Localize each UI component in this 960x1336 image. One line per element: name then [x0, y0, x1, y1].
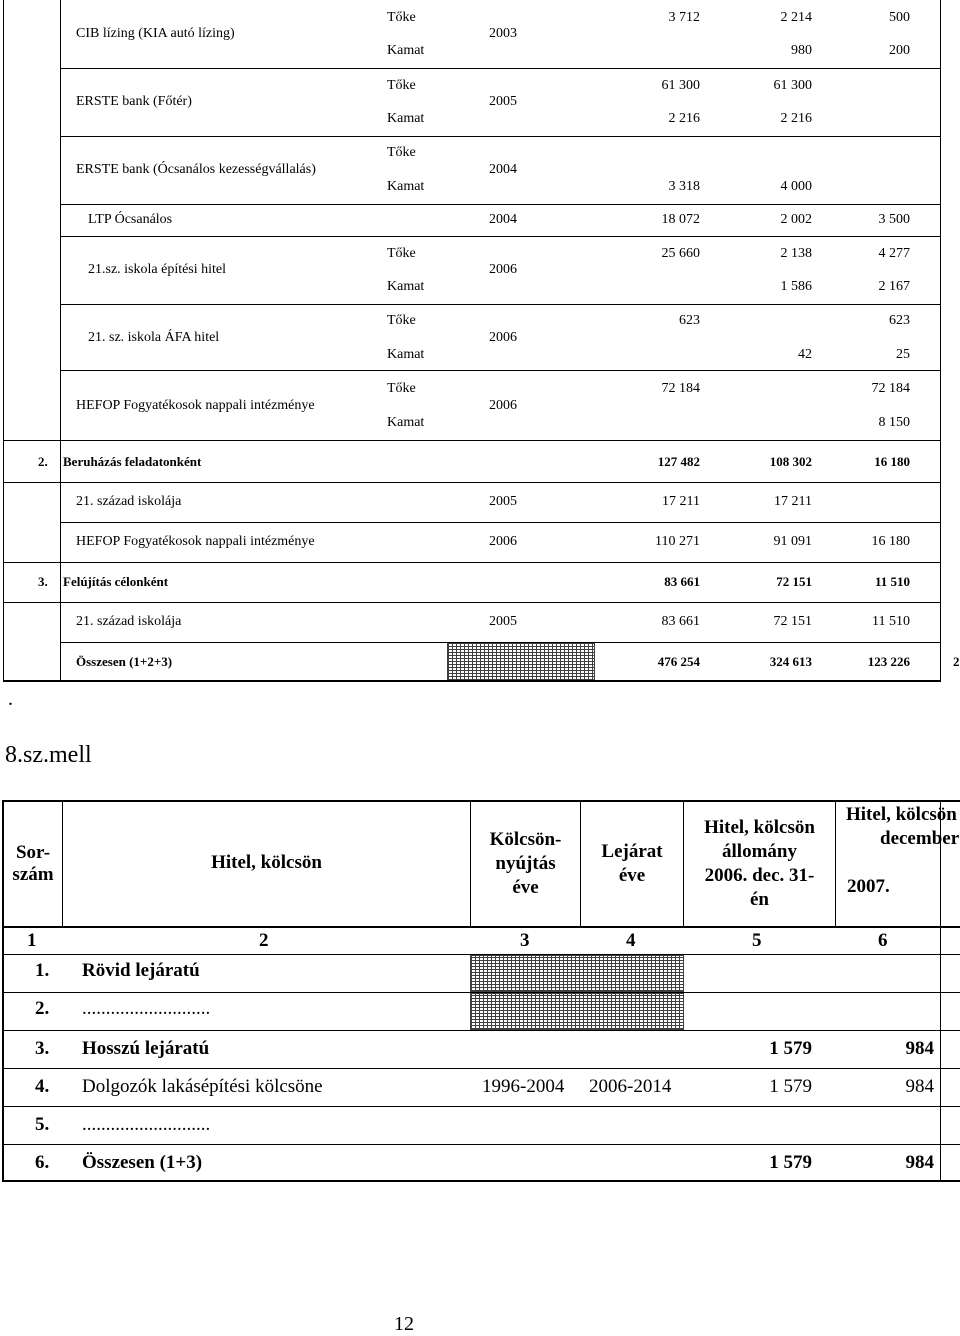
value: 83 661	[664, 574, 700, 589]
section-title: Beruházás feladatonként	[63, 454, 202, 469]
value: 3 500	[878, 212, 910, 227]
row-number: 6.	[35, 1152, 50, 1173]
value: 2 216	[668, 111, 700, 126]
loan-year: 2004	[489, 162, 517, 177]
value: 200	[889, 43, 910, 58]
value: 500	[889, 10, 910, 25]
hatched-cell	[447, 642, 595, 681]
loan-name: HEFOP Fogyatékosok nappali intézménye	[76, 398, 315, 413]
value: 2 216	[780, 111, 812, 126]
value: 623	[889, 313, 910, 328]
value: 3 318	[668, 179, 700, 194]
header-allomany-2007: Hitel, kölcsön	[846, 804, 957, 825]
value: 17 211	[662, 494, 700, 509]
header-lejarat: Lejárat éve	[601, 841, 663, 886]
column-number: 5	[752, 930, 762, 951]
type-label: Tőke	[387, 145, 416, 160]
value: 4 277	[878, 246, 910, 261]
value: 72 151	[773, 614, 812, 629]
value: 72 184	[661, 381, 700, 396]
value: 72 184	[871, 381, 910, 396]
value: 11 510	[874, 574, 910, 589]
loan-year: 2003	[489, 26, 517, 41]
value: 476 254	[657, 654, 700, 669]
loan-name: LTP Ócsanálos	[88, 212, 173, 227]
value: 18 072	[661, 212, 700, 227]
project-year: 2006	[489, 534, 517, 549]
column-number: 6	[878, 930, 888, 951]
section-number: 2.	[38, 454, 48, 469]
loan-year: 2006	[489, 398, 517, 413]
row-label: Összesen (1+3)	[82, 1152, 203, 1173]
row-value-2006: 1 579	[769, 1038, 812, 1059]
type-label: Kamat	[387, 111, 425, 126]
table-border	[3, 0, 4, 680]
hatched-cell	[470, 955, 684, 992]
value: 61 300	[661, 78, 700, 93]
value: 127 482	[657, 454, 700, 469]
header-december: december	[880, 828, 960, 849]
loan-name: CIB lízing (KIA autó lízing)	[76, 26, 235, 41]
value: 2	[953, 654, 960, 669]
value: 2 167	[878, 279, 910, 294]
row-label: Hosszú lejáratú	[82, 1038, 210, 1059]
loan-name: ERSTE bank (Főtér)	[76, 94, 192, 109]
row-label: ...........................	[82, 1114, 211, 1135]
row-value-2007: 984	[905, 1076, 934, 1097]
project-name: 21. század iskolája	[76, 614, 182, 629]
project-year: 2005	[489, 614, 517, 629]
row-value-2007: 984	[905, 1152, 934, 1173]
section-title: Felújítás célonként	[63, 574, 169, 589]
row-value-2007: 984	[905, 1038, 934, 1059]
value: 72 151	[776, 574, 812, 589]
value: 8 150	[878, 415, 910, 430]
loan-name: 21.sz. iskola építési hitel	[88, 262, 227, 277]
value: 16 180	[871, 534, 910, 549]
column-number: 2	[259, 930, 269, 951]
header-allomany-2006: Hitel, kölcsön állomány 2006. dec. 31- én	[704, 817, 815, 910]
row-label: Rövid lejáratú	[82, 960, 200, 981]
value: 16 180	[874, 454, 910, 469]
table-border	[60, 0, 61, 680]
value: 623	[679, 313, 700, 328]
type-label: Tőke	[387, 78, 416, 93]
header-kolcsonnyujtas: Kölcsön- nyújtás éve	[489, 829, 562, 898]
value: 2 214	[780, 10, 812, 25]
value: 2 138	[780, 246, 812, 261]
value: 2 002	[780, 212, 812, 227]
loan-name: ERSTE bank (Ócsanálos kezességvállalás)	[76, 162, 316, 177]
value: 11 510	[872, 614, 910, 629]
column-number: 1	[27, 930, 37, 951]
value: 3 712	[668, 10, 700, 25]
row-number: 4.	[35, 1076, 50, 1097]
loan-year: 2005	[489, 94, 517, 109]
type-label: Kamat	[387, 279, 425, 294]
loan-year: 2004	[489, 212, 517, 227]
hatched-cell	[470, 993, 684, 1030]
header-sorszam: Sor- szám	[12, 842, 54, 885]
value: 25	[896, 347, 910, 362]
table-border	[940, 0, 941, 680]
loan-year: 2006	[489, 330, 517, 345]
value: 1 586	[780, 279, 812, 294]
value: 123 226	[867, 654, 910, 669]
loan-name: 21. sz. iskola ÁFA hitel	[88, 330, 220, 345]
header-year-2007: 2007.	[847, 876, 890, 897]
value: 91 091	[773, 534, 812, 549]
project-name: HEFOP Fogyatékosok nappali intézménye	[76, 534, 315, 549]
loan-year: 2006	[489, 262, 517, 277]
value: 110 271	[655, 534, 700, 549]
row-number: 5.	[35, 1114, 50, 1135]
row-maturity: 2006-2014	[589, 1076, 672, 1097]
page-number: 12	[394, 1313, 414, 1335]
column-number: 3	[520, 930, 530, 951]
header-hitel-kolcson: Hitel, kölcsön	[211, 852, 322, 873]
type-label: Tőke	[387, 381, 416, 396]
type-label: Tőke	[387, 246, 416, 261]
value: 4 000	[780, 179, 812, 194]
row-number: 1.	[35, 960, 50, 981]
type-label: Kamat	[387, 179, 425, 194]
section-number: 3.	[38, 574, 48, 589]
row-label: ...........................	[82, 998, 211, 1019]
value: 17 211	[774, 494, 812, 509]
type-label: Tőke	[387, 10, 416, 25]
row-number: 3.	[35, 1038, 50, 1059]
row-number: 2.	[35, 998, 50, 1019]
value: 25 660	[661, 246, 700, 261]
project-year: 2005	[489, 494, 517, 509]
value: 83 661	[661, 614, 700, 629]
column-number: 4	[626, 930, 636, 951]
total-label: Összesen (1+2+3)	[76, 654, 173, 669]
row-value-2006: 1 579	[769, 1076, 812, 1097]
value: 324 613	[769, 654, 812, 669]
type-label: Kamat	[387, 43, 425, 58]
type-label: Kamat	[387, 347, 425, 362]
value: 108 302	[769, 454, 812, 469]
value: 980	[791, 43, 812, 58]
project-name: 21. század iskolája	[76, 494, 182, 509]
value: 42	[798, 347, 812, 362]
row-value-2006: 1 579	[769, 1152, 812, 1173]
appendix-label: 8.sz.mell	[5, 742, 92, 768]
type-label: Kamat	[387, 415, 425, 430]
dot: .	[8, 688, 13, 710]
row-start-year: 1996-2004	[482, 1076, 565, 1097]
type-label: Tőke	[387, 313, 416, 328]
row-label: Dolgozók lakásépítési kölcsöne	[82, 1076, 323, 1097]
value: 61 300	[773, 78, 812, 93]
